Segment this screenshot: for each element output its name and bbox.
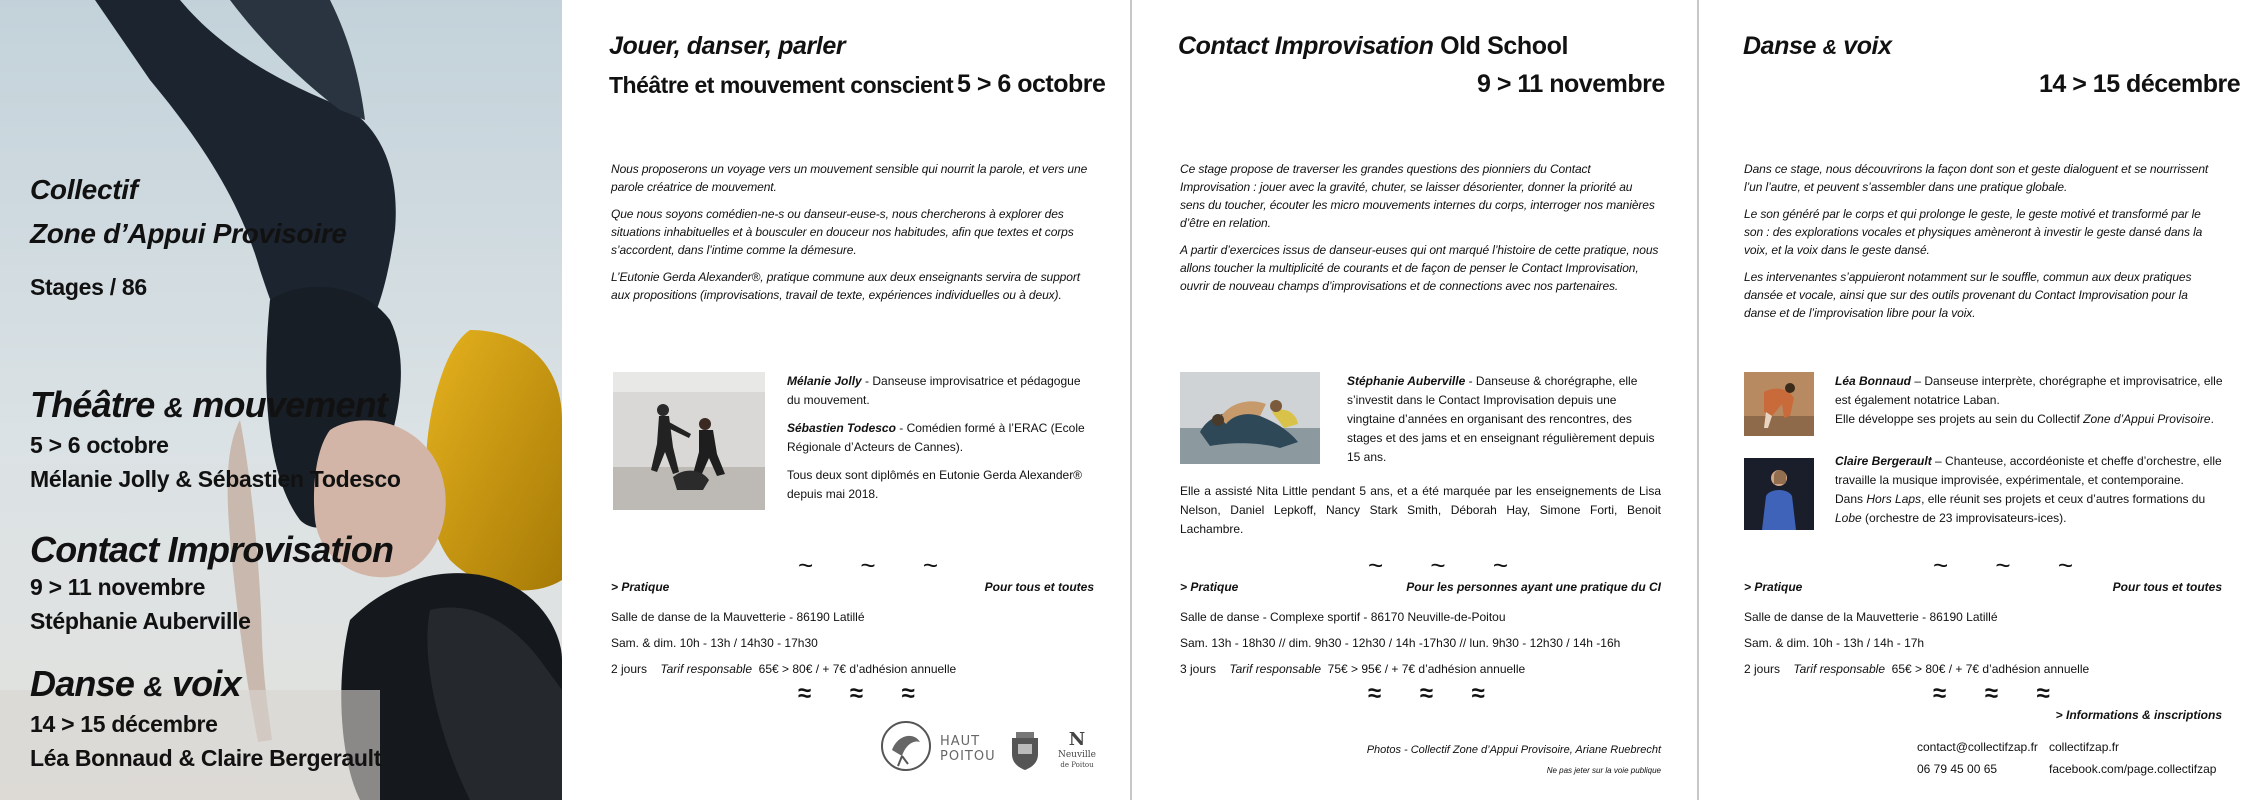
col3-description bbox=[1744, 160, 2222, 331]
col1-paragraph: Nous proposerons un voyage vers un mouvement sensible qui nourrit la parole, et vers une parole créatrice de mouvement. bbox=[611, 162, 1088, 194]
col1-description bbox=[611, 160, 1091, 313]
col1-bio: Sébastien Todesco - Comédien formé à l’ERAC (Ecole Régionale d’Acteurs de Cannes). bbox=[787, 421, 1085, 454]
col2-description bbox=[1180, 160, 1660, 304]
col2-venue: Salle de danse - Complexe sportif - 86170 Neuville-de-Poitou bbox=[1180, 610, 1506, 624]
col3-pratique-label: > Pratique bbox=[1744, 580, 1803, 594]
col2-price: 3 jours Tarif responsable 75€ > 95€ / + 7€ d’adhésion annuelle bbox=[1180, 662, 1526, 676]
logo-latille bbox=[1006, 730, 1044, 772]
col2-hours: Sam. 13h - 18h30 // dim. 9h30 - 12h30 / 14h -17h30 // lun. 9h30 - 12h30 / 14h -16h bbox=[1180, 636, 1621, 650]
cover-item-people: Stéphanie Auberville bbox=[30, 608, 251, 634]
col2-separator: ~ ~ ~ bbox=[1368, 550, 1528, 580]
col2-date: 9 > 11 novembre bbox=[1477, 70, 1665, 98]
cover-item-contact bbox=[30, 530, 393, 638]
cover-item-theatre bbox=[30, 385, 401, 496]
col1-paragraph: Que nous soyons comédien-ne-s ou danseur-euse-s, nous chercherons à explorer des situations inhabituelles et à bousculer en douceur nos habitudes, afin que textes et corps s’accordent, dans l’intime comme la démesure. bbox=[611, 207, 1074, 257]
column-theatre bbox=[562, 0, 1130, 800]
col3-hours: Sam. & dim. 10h - 13h / 14h - 17h bbox=[1744, 636, 1925, 650]
col2-heading: Contact Improvisation Old School bbox=[1178, 32, 1569, 60]
col1-audience: Pour tous et toutes bbox=[984, 580, 1094, 594]
col3-photo-lea bbox=[1744, 372, 1814, 436]
col1-bio: Tous deux sont diplômés en Eutonie Gerda Alexander® depuis mai 2018. bbox=[787, 468, 1083, 501]
logo-neuville: N Neuville de Poitou bbox=[1057, 729, 1097, 769]
col1-separator: ~ ~ ~ bbox=[798, 550, 958, 580]
col1-hours: Sam. & dim. 10h - 13h / 14h30 - 17h30 bbox=[611, 636, 818, 650]
contact-facebook[interactable]: facebook.com/page.collectifzap bbox=[2049, 762, 2217, 776]
col3-bio-more: Dans Hors Laps, elle réunit ses projets et ceux d’autres formations du Lobe (orchestre de 23 improvisateurs-ices). bbox=[1835, 492, 2206, 525]
cover-collectif: Collectif bbox=[30, 174, 138, 205]
col3-paragraph: Le son généré par le corps et qui prolonge le geste, le geste motivé et transformé par le son : des explorations vocales et physiques amèneront à investir le geste dansé dans la voix, et la voix dans le geste dansé. bbox=[1744, 207, 2203, 257]
col3-bio-more: Elle développe ses projets au sein du Collectif Zone d’Appui Provisoire. bbox=[1835, 412, 2214, 426]
cover-item-people: Mélanie Jolly & Sébastien Todesco bbox=[30, 466, 401, 492]
col2-approx-separator: ≈ ≈ ≈ bbox=[1368, 680, 1501, 707]
cover-item-title: Danse & voix bbox=[30, 663, 241, 704]
col2-paragraph: Ce stage propose de traverser les grandes questions des pionniers du Contact Improvisation : jouer avec la gravité, chuter, se laisser désorienter, donner la priorité au sens du toucher, écouter les micro mouvements internes du corps, interroger nos manières d’être en relation. bbox=[1180, 162, 1655, 230]
contact-right bbox=[2049, 736, 2216, 780]
column-danse-voix bbox=[1699, 0, 2258, 800]
cover-item-title: Théâtre & mouvement bbox=[30, 384, 388, 425]
logo-haut-poitou: HAUT POITOU bbox=[940, 734, 996, 764]
col1-dance-photo bbox=[613, 372, 765, 510]
cover-item-dates: 9 > 11 novembre bbox=[30, 574, 206, 600]
column-contact bbox=[1132, 0, 1697, 800]
col3-heading: Danse & voix bbox=[1743, 32, 1892, 60]
col3-photo-claire bbox=[1744, 458, 1814, 530]
cover-item-dates: 14 > 15 décembre bbox=[30, 711, 218, 737]
info-heading: > Informations & inscriptions bbox=[2055, 708, 2222, 722]
col3-audience: Pour tous et toutes bbox=[2112, 580, 2222, 594]
col3-bio-text: Léa Bonnaud – Danseuse interprète, chorégraphe et improvisatrice, elle est également notatrice Laban. bbox=[1835, 374, 2223, 407]
col3-date: 14 > 15 décembre bbox=[2039, 70, 2241, 98]
contact-website[interactable]: collectifzap.fr bbox=[2049, 740, 2120, 754]
col2-contact-photo bbox=[1180, 372, 1320, 464]
cover-item-people: Léa Bonnaud & Claire Bergerault bbox=[30, 745, 382, 771]
col3-separator: ~ ~ ~ bbox=[1933, 550, 2093, 580]
cover-item-dates: 5 > 6 octobre bbox=[30, 432, 169, 458]
cover-item-title: Contact Improvisation bbox=[30, 529, 394, 570]
photo-credits: Photos - Collectif Zone d’Appui Provisoire, Ariane Ruebrecht bbox=[1366, 744, 1661, 756]
col1-paragraph: L’Eutonie Gerda Alexander®, pratique commune aux deux enseignants servira de support aux propositions (improvisations, travail de texte, expériences individuelles ou à deux). bbox=[611, 270, 1080, 302]
col2-pratique-label: > Pratique bbox=[1180, 580, 1239, 594]
col3-price: 2 jours Tarif responsable 65€ > 80€ / + 7€ d’adhésion annuelle bbox=[1744, 662, 2090, 676]
col2-photo bbox=[1180, 372, 1320, 464]
contact-email[interactable]: contact@collectifzap.fr bbox=[1917, 740, 2038, 754]
claire-photo bbox=[1744, 458, 1814, 530]
col3-approx-separator: ≈ ≈ ≈ bbox=[1933, 680, 2066, 707]
col3-bio-claire bbox=[1835, 452, 2223, 537]
disposal-notice: Ne pas jeter sur la voie publique bbox=[1546, 766, 1661, 775]
col2-bio-more-text: Elle a assisté Nita Little pendant 5 ans, et a été marquée par les enseignements de Lisa Nelson, Daniel Lepkoff, Nancy Stark Smith, Déborah Hay, Simone Forti, Benoit Lachambre. bbox=[1180, 484, 1661, 536]
col1-bios bbox=[787, 372, 1093, 513]
col3-bio-lea bbox=[1835, 372, 2223, 438]
logo-collectif bbox=[880, 720, 932, 772]
col3-paragraph: Dans ce stage, nous découvrirons la façon dont son et geste dialoguent et se nourrissent l’un l’autre, et peuvent s’assembler dans une pratique globale. bbox=[1744, 162, 2209, 194]
col3-bio-text: Claire Bergerault – Chanteuse, accordéoniste et cheffe d’orchestre, elle travaille la musique improvisée, expérimentale, et contemporaine. bbox=[1835, 454, 2222, 487]
col1-subheading: Théâtre et mouvement conscient bbox=[609, 72, 954, 98]
col2-bio-text: Stéphanie Auberville - Danseuse & chorégraphe, elle s’investit dans le Contact Improvisation depuis une vingtaine d’années en organisant des rencontres, des stages et des jams et en enseignant régulièrement depuis 15 ans. bbox=[1347, 374, 1655, 464]
col1-bio: Mélanie Jolly - Danseuse improvisatrice et pédagogue du mouvement. bbox=[787, 374, 1081, 407]
col2-audience: Pour les personnes ayant une pratique du CI bbox=[1406, 580, 1661, 594]
cover-panel bbox=[0, 0, 562, 800]
contact-phone[interactable]: 06 79 45 00 65 bbox=[1917, 762, 1998, 776]
col1-date: 5 > 6 octobre bbox=[957, 70, 1106, 98]
collectif-logo-icon bbox=[880, 720, 932, 772]
col2-bio bbox=[1347, 372, 1661, 476]
col1-price: 2 jours Tarif responsable 65€ > 80€ / + 7€ d’adhésion annuelle bbox=[611, 662, 957, 676]
col1-heading: Jouer, danser, parler bbox=[609, 32, 846, 60]
col1-photo bbox=[613, 372, 765, 510]
col1-approx-separator: ≈ ≈ ≈ bbox=[798, 680, 931, 707]
contact-left bbox=[1917, 736, 2038, 780]
crest-icon bbox=[1006, 730, 1044, 772]
col2-paragraph: A partir d’exercices issus de danseur-euses qui ont marqué l’histoire de cette pratique, nous allons toucher la multiplicité de courants et de façon de penser le Contact Improvisation, ouvrir de nouveau champs d’improvisations et de connections avec nos partenaires. bbox=[1180, 243, 1659, 293]
col1-pratique-label: > Pratique bbox=[611, 580, 670, 594]
lea-photo bbox=[1744, 372, 1814, 436]
cover-stages: Stages / 86 bbox=[30, 274, 147, 300]
col3-paragraph: Les intervenantes s’appuieront notamment sur le souffle, commun aux deux pratiques dansée et vocale, ainsi que sur des outils provenant du Contact Improvisation pour la danse et de l’improvisation libre pour la voix. bbox=[1744, 270, 2192, 320]
col3-venue: Salle de danse de la Mauvetterie - 86190 Latillé bbox=[1744, 610, 1998, 624]
cover-item-danse bbox=[30, 664, 381, 775]
col2-bio-more bbox=[1180, 482, 1661, 548]
col1-venue: Salle de danse de la Mauvetterie - 86190 Latillé bbox=[611, 610, 865, 624]
cover-org-name: Zone d’Appui Provisoire bbox=[30, 218, 347, 249]
